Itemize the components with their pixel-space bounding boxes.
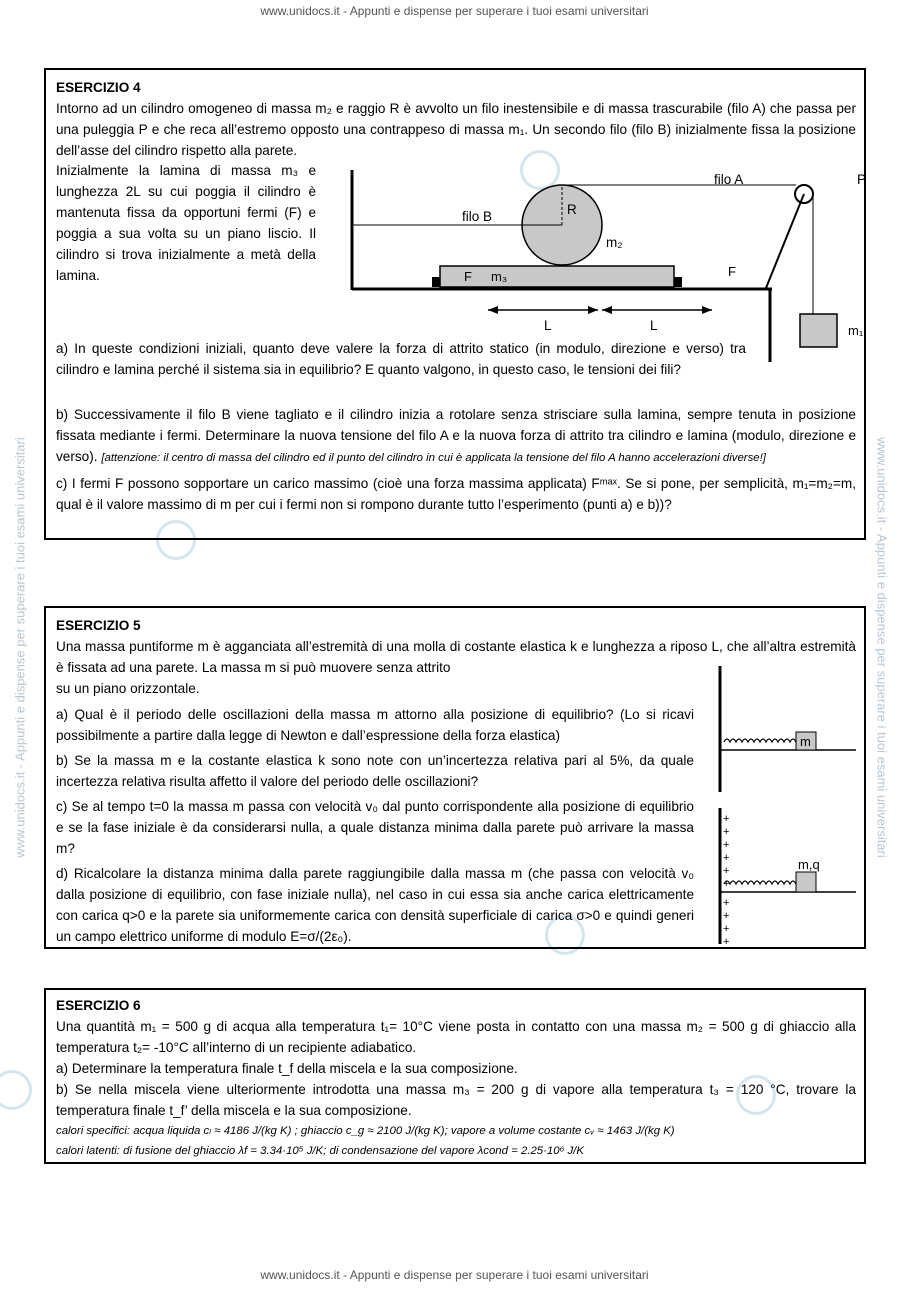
label-m3: m₃ <box>491 269 508 284</box>
exercise-4-side-text: Inizialmente la lamina di massa m₃ e lunghezza 2L su cui poggia il cilindro è mantenuta fissa da opportuni fermi (F) e poggia a sua volta su un piano liscio. Il cilindro si trova inizialmente a metà della lamina. <box>56 163 316 283</box>
label-f-left: F <box>464 269 472 284</box>
label-l-left: L <box>544 318 552 333</box>
exercise-6-specific-heats: calori specifici: acqua liquida cₗ ≈ 4186 J/(kg K) ; ghiaccio c_g ≈ 2100 J/(kg K); vapore a volume costante cᵥ ≈ 1463 J/(kg K) <box>56 1125 675 1137</box>
label-p: P <box>857 172 867 187</box>
exercise-5-question-c: c) Se al tempo t=0 la massa m passa con velocità v₀ dal punto corrispondente alla posizione di equilibrio e se la fase iniziale è da considerarsi nulla, a quale distanza minima dalla parete può arrivare la massa m? <box>56 799 694 856</box>
label-m1: m₁ <box>848 323 864 338</box>
arrow-head <box>702 306 712 314</box>
plus-sign: + <box>723 897 730 909</box>
exercise-5-title: ESERCIZIO 5 <box>56 618 141 633</box>
pulley-support <box>766 194 804 288</box>
exercise-5-box <box>44 606 866 949</box>
exercise-5-intro: Una massa puntiforme m è agganciata all’estremità di una molla di costante elastica k e lunghezza a riposo L, che all’altra estremità è fissata ad una parete. La massa m si può muovere senza attrito <box>56 639 856 675</box>
watermark-left: www.unidocs.it - Appunti e dispense per superare i tuoi esami universitari <box>12 437 28 858</box>
exercise-6-intro: Una quantità m₁ = 500 g di acqua alla temperatura t₁= 10°C viene posta in contatto con una massa m₂ = 500 g di ghiaccio alla temperatura t₂= -10°C all’interno di un recipiente adiabatico. <box>56 1019 856 1055</box>
exercise-6-latent-heats: calori latenti: di fusione del ghiaccio λf = 3.34·10⁵ J/K; di condensazione del vapore λcond = 2.25·10⁶ J/K <box>56 1145 584 1157</box>
exercise-4-question-b-note: [attenzione: il centro di massa del cilindro ed il punto del cilindro in cui è applicata la tensione del filo A hanno accelerazioni diverse!] <box>101 452 766 464</box>
exercise-6-question-a: a) Determinare la temperatura finale t_f della miscela e la sua composizione. <box>56 1061 518 1076</box>
label-mq: m,q <box>798 857 820 872</box>
exercise-4-figure <box>336 162 867 362</box>
footer-url: www.unidocs.it - Appunti e dispense per superare i tuoi esami universitari <box>260 1268 649 1282</box>
spring-top <box>724 739 796 742</box>
watermark-right: www.unidocs.it - Appunti e dispense per superare i tuoi esami universitari <box>874 437 890 858</box>
exercise-5-question-b: b) Se la massa m e la costante elastica k sono note con un’incertezza relativa pari al 5%, da quale incertezza relativa risulta affetto il valore del periodo delle oscillazioni? <box>56 753 694 789</box>
plus-sign: + <box>723 923 730 935</box>
spring-bottom <box>724 881 796 884</box>
plus-sign: + <box>723 839 730 851</box>
wall-charges <box>723 813 729 948</box>
plus-sign: + <box>723 878 730 890</box>
plus-sign: + <box>723 852 730 864</box>
label-m2: m₂ <box>606 235 623 250</box>
exercise-4-title: ESERCIZIO 4 <box>56 80 141 95</box>
header-url: www.unidocs.it - Appunti e dispense per superare i tuoi esami universitari <box>260 4 649 18</box>
label-l-right: L <box>650 318 658 333</box>
arrow-head <box>602 306 612 314</box>
exercise-4-question-a: a) In queste condizioni iniziali, quanto deve valere la forza di attrito statico (in modulo, direzione e verso) tra cilindro e lamina perché il sistema sia in equilibrio? E quanto valgono, in questo caso, le tensioni dei fili? <box>56 341 746 377</box>
arrow-head <box>588 306 598 314</box>
counterweight <box>800 314 837 347</box>
label-filo-b: filo B <box>462 209 493 224</box>
plus-sign: + <box>723 936 730 948</box>
label-m: m <box>800 734 811 749</box>
label-f-right: F <box>728 264 736 279</box>
plus-sign: + <box>723 865 730 877</box>
exercise-5-question-d: d) Ricalcolare la distanza minima dalla parete raggiungibile dalla massa m (che passa con velocità v₀ dalla posizione di equilibrio, con fase iniziale nulla), nel caso in cui essa sia anche carica elettricamente con carica q>0 e la parete sia uniformemente carica con densità superficiale di carica σ>0 e quindi generi un campo elettrico uniforme di modulo E=σ/(2ε₀). <box>56 866 694 944</box>
arrow-head <box>488 306 498 314</box>
plus-sign: + <box>723 826 730 838</box>
exercise-5-figure <box>706 666 862 946</box>
lamina <box>440 266 674 287</box>
label-r: R <box>567 202 577 217</box>
plus-sign: + <box>723 813 730 825</box>
exercise-4-box <box>44 68 866 540</box>
exercise-4-question-b: b) Successivamente il filo B viene tagliato e il cilindro inizia a rotolare senza strisciare sulla lamina, sempre tenuta in posizione fissata mediante i fermi. Determinare la nuova tensione del filo A e la nuova forza di attrito tra cilindro e lamina (modulo, direzione e verso). <box>56 407 856 464</box>
exercise-6-title: ESERCIZIO 6 <box>56 998 141 1013</box>
exercise-6-box <box>44 988 866 1164</box>
label-filo-a: filo A <box>714 172 744 187</box>
exercise-5-intro-2: su un piano orizzontale. <box>56 681 200 696</box>
exercise-4-question-c: c) I fermi F possono sopportare un carico massimo (cioè una forza massima applicata) Fᵐᵃˣ. Se si pone, per semplicità, m₁=m₂=m, qual è il valore massimo di m per cui i fermi non si rompono durante tutto l’esperimento (punti a) e b))? <box>56 476 856 512</box>
stopper-left <box>432 277 440 287</box>
exercise-5-question-a: a) Qual è il periodo delle oscillazioni della massa m attorno alla posizione di equilibrio? (Lo si ricavi possibilmente a partire dalla legge di Newton e dall’espressione della forza elastica) <box>56 707 694 743</box>
stopper-right <box>674 277 682 287</box>
charged-mass <box>796 872 816 892</box>
exercise-4-intro: Intorno ad un cilindro omogeneo di massa m₂ e raggio R è avvolto un filo inestensibile e di massa trascurabile (filo A) che passa per una puleggia P e che reca all’estremo opposto una contrappeso di massa m₁. Un secondo filo (filo B) inizialmente fissa la posizione dell’asse del cilindro rispetto alla parete. <box>56 101 856 158</box>
plus-sign: + <box>723 910 730 922</box>
exercise-6-question-b: b) Se nella miscela viene ulteriormente introdotta una massa m₃ = 200 g di vapore alla temperatura t₃ = 120 °C, trovare la temperatura finale t_f’ della miscela e la sua composizione. <box>56 1082 856 1118</box>
